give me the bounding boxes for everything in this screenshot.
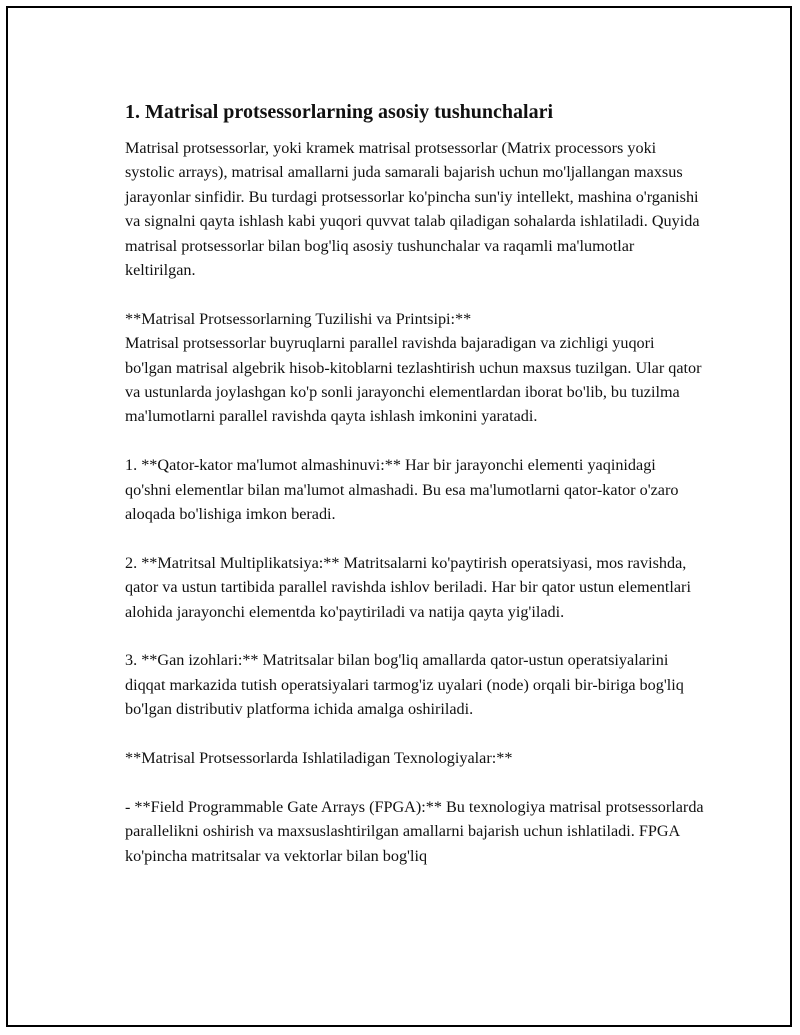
list-item-2: 2. **Matritsal Multiplikatsiya:** Matritsalarni ko'paytirish operatsiyasi, mos ravishda, qator va ustun tartibida parallel ravishda ishlov beriladi. Har bir qator ustun elementlari alohida jarayonchi elementda ko'paytiriladi va natija qayta yig'iladi. bbox=[125, 553, 691, 621]
technologies-subheading: **Matrisal Protsessorlarda Ishlatiladigan Texnologiyalar:** bbox=[125, 749, 513, 768]
intro-paragraph: Matrisal protsessorlar, yoki kramek matrisal protsessorlar (Matrix processors yoki systolic arrays), matrisal amallarni juda samarali bajarish uchun mo'ljallangan maxsus jarayonlar sinfidir. Bu turdagi protsessorlar ko'pincha sun'iy intellekt, mashina o'rganishi va signalni qayta ishlash kabi yuqori quvvat talab qiladigan sohalarda ishlatiladi. Quyida matrisal protsessorlar bilan bog'liq asosiy tushunchalar va raqamli ma'lumotlar keltirilgan. bbox=[125, 139, 700, 280]
structure-paragraph: Matrisal protsessorlar buyruqlarni parallel ravishda bajaradigan va zichligi yuqori bo'lgan matrisal algebrik hisob-kitoblarni tezlashtirish uchun maxsus tuzilgan. Ular qator va ustunlarda joylashgan ko'p sonli jarayonchi elementlardan iborat bo'lib, bu tuzilma ma'lumotlarni parallel ravishda qayta ishlash imkonini yaratadi. bbox=[125, 334, 702, 426]
list-item-1: 1. **Qator-kator ma'lumot almashinuvi:** Har bir jarayonchi elementi yaqinidagi qo'shni elementlar bilan ma'lumot almashadi. Bu esa ma'lumotlarni qator-kator o'zaro aloqada bo'lishiga imkon beradi. bbox=[125, 456, 679, 524]
document-body bbox=[125, 98, 705, 868]
list-item-3: 3. **Gan izohlari:** Matritsalar bilan bog'liq amallarda qator-ustun operatsiyalarini diqqat markazida tutish operatsiyalari tarmog'iz uyalari (node) orqali bir-biriga bog'liq bo'lgan distributiv platforma ichida amalga oshiriladi. bbox=[125, 651, 684, 719]
section-heading: 1. Matrisal protsessorlarning asosiy tushunchalari bbox=[125, 101, 553, 123]
structure-subheading: **Matrisal Protsessorlarning Tuzilishi va Printsipi:** bbox=[125, 309, 472, 328]
page-frame bbox=[6, 6, 792, 1027]
fpga-bullet: - **Field Programmable Gate Arrays (FPGA):** Bu texnologiya matrisal protsessorlarda parallelikni oshirish va maxsuslashtirilgan amallarni bajarish uchun ishlatiladi. FPGA ko'pincha matritsalar va vektorlar bilan bog'liq bbox=[125, 797, 704, 865]
